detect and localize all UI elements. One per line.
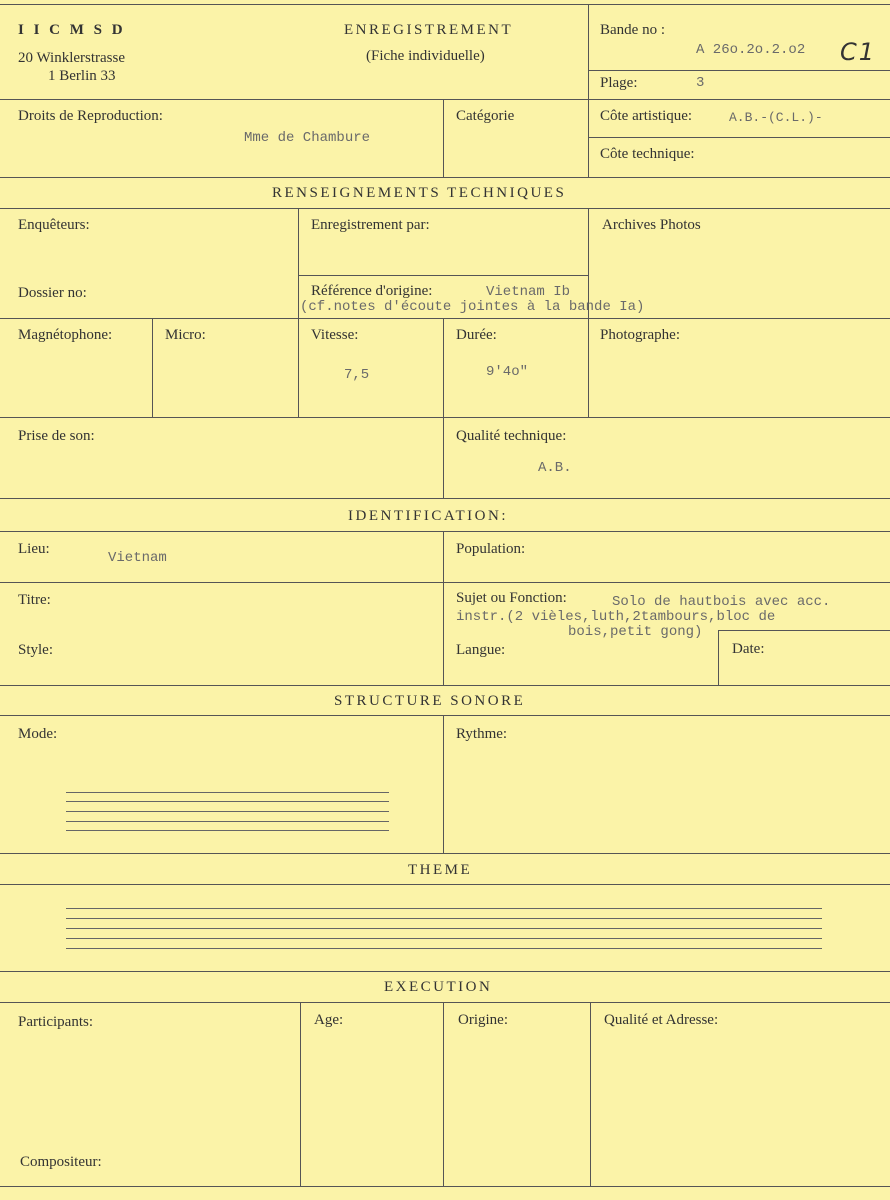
header-rule <box>0 99 890 100</box>
qualite-adresse-vline <box>590 1002 591 1186</box>
origine-label: Origine: <box>458 1012 508 1028</box>
tech-title-rule <box>0 208 890 209</box>
sujet-value-line3: bois,petit gong) <box>568 624 703 640</box>
population-label: Population: <box>456 541 526 557</box>
tech-section-title: RENSEIGNEMENTS TECHNIQUES <box>272 185 567 201</box>
bande-label: Bande no : <box>600 22 665 38</box>
categorie-vline <box>443 99 444 177</box>
age-label: Age: <box>314 1012 344 1028</box>
photographe-label: Photographe: <box>600 327 680 343</box>
ident-section-title: IDENTIFICATION: <box>348 508 508 524</box>
vitesse-label: Vitesse: <box>311 327 359 343</box>
top-rule <box>0 4 890 5</box>
exec-section-title: EXECUTION <box>384 979 493 995</box>
rythme-label: Rythme: <box>456 726 508 742</box>
theme-staff-line <box>66 948 822 949</box>
cote-divider <box>588 137 890 138</box>
reference-divider <box>298 275 588 276</box>
style-rule <box>0 685 890 686</box>
theme-section-title: THEME <box>408 862 473 878</box>
org-city: 1 Berlin 33 <box>48 68 116 84</box>
lieu-label: Lieu: <box>18 541 50 557</box>
titre-label: Titre: <box>18 592 51 608</box>
theme-rule <box>0 971 890 972</box>
rights-rule <box>0 177 890 178</box>
mode-staff-line <box>66 830 389 831</box>
compositeur-label: Compositeur: <box>20 1154 102 1170</box>
magnetophone-label: Magnétophone: <box>18 327 113 343</box>
theme-staff-line <box>66 928 822 929</box>
cote-technique-label: Côte technique: <box>600 146 695 162</box>
qualite-technique-value: A.B. <box>538 460 572 476</box>
exec-title-rule <box>0 1002 890 1003</box>
cote-artistique-label: Côte artistique: <box>600 108 693 124</box>
age-vline <box>300 1002 301 1186</box>
duree-label: Durée: <box>456 327 497 343</box>
lieu-rule <box>0 582 890 583</box>
date-top-rule <box>718 630 890 631</box>
enregistrement-par-label: Enregistrement par: <box>311 217 430 233</box>
cote-artistique-value: A.B.-(C.L.)- <box>729 110 823 125</box>
reference-note: (cf.notes d'écoute jointes à la bande Ia) <box>300 299 645 315</box>
duree-value: 9'4o" <box>486 364 529 380</box>
mode-label: Mode: <box>18 726 58 742</box>
tech-row-rule <box>0 318 890 319</box>
origine-vline <box>443 1002 444 1186</box>
langue-label: Langue: <box>456 642 506 658</box>
style-label: Style: <box>18 642 54 658</box>
bande-value: A 26o.2o.2.o2 <box>696 42 806 58</box>
micro-vline <box>152 318 153 417</box>
vitesse-value: 7,5 <box>344 367 370 383</box>
form-title: ENREGISTREMENT <box>344 22 514 38</box>
date-vline <box>718 630 719 685</box>
reference-label: Référence d'origine: <box>311 283 433 299</box>
droits-value: Mme de Chambure <box>244 130 371 146</box>
droits-label: Droits de Reproduction: <box>18 108 163 124</box>
sujet-label: Sujet ou Fonction: <box>456 590 567 606</box>
bottom-rule <box>0 1186 890 1187</box>
theme-staff-line <box>66 908 822 909</box>
enregistrement-vline <box>298 208 299 417</box>
structure-title-rule <box>0 715 890 716</box>
mode-staff-line <box>66 821 389 822</box>
population-vline <box>443 531 444 685</box>
theme-title-rule <box>0 884 890 885</box>
ident-title-rule <box>0 531 890 532</box>
structure-section-title: STRUCTURE SONORE <box>334 693 526 709</box>
duree-vline <box>443 318 444 498</box>
org-name: I I C M S D <box>18 22 126 38</box>
form-subtitle: (Fiche individuelle) <box>366 48 485 64</box>
qualite-technique-label: Qualité technique: <box>456 428 567 444</box>
mode-staff-line <box>66 792 389 793</box>
mode-rule <box>0 853 890 854</box>
bande-handwritten: C1 <box>840 38 877 66</box>
archives-photos-label: Archives Photos <box>602 217 701 233</box>
date-label: Date: <box>732 641 765 657</box>
plage-label: Plage: <box>600 75 638 91</box>
prise-rule <box>0 498 890 499</box>
sujet-value-line2: instr.(2 vièles,luth,2tambours,bloc de <box>456 609 776 625</box>
mode-staff-line <box>66 811 389 812</box>
enqueteurs-label: Enquêteurs: <box>18 217 90 233</box>
plage-value: 3 <box>696 75 705 91</box>
micro-label: Micro: <box>165 327 206 343</box>
sujet-value-line1: Solo de hautbois avec acc. <box>612 594 831 610</box>
qualite-adresse-label: Qualité et Adresse: <box>604 1012 719 1028</box>
dossier-label: Dossier no: <box>18 285 87 301</box>
participants-label: Participants: <box>18 1014 93 1030</box>
org-street: 20 Winklerstrasse <box>18 50 126 66</box>
lieu-value: Vietnam <box>108 550 167 566</box>
header-vline <box>588 4 589 177</box>
reference-value: Vietnam Ib <box>486 284 571 300</box>
magneto-rule <box>0 417 890 418</box>
theme-staff-line <box>66 918 822 919</box>
rythme-vline <box>443 715 444 853</box>
theme-staff-line <box>66 938 822 939</box>
categorie-label: Catégorie <box>456 108 515 124</box>
mode-staff-line <box>66 801 389 802</box>
prise-de-son-label: Prise de son: <box>18 428 95 444</box>
bande-divider <box>588 70 890 71</box>
